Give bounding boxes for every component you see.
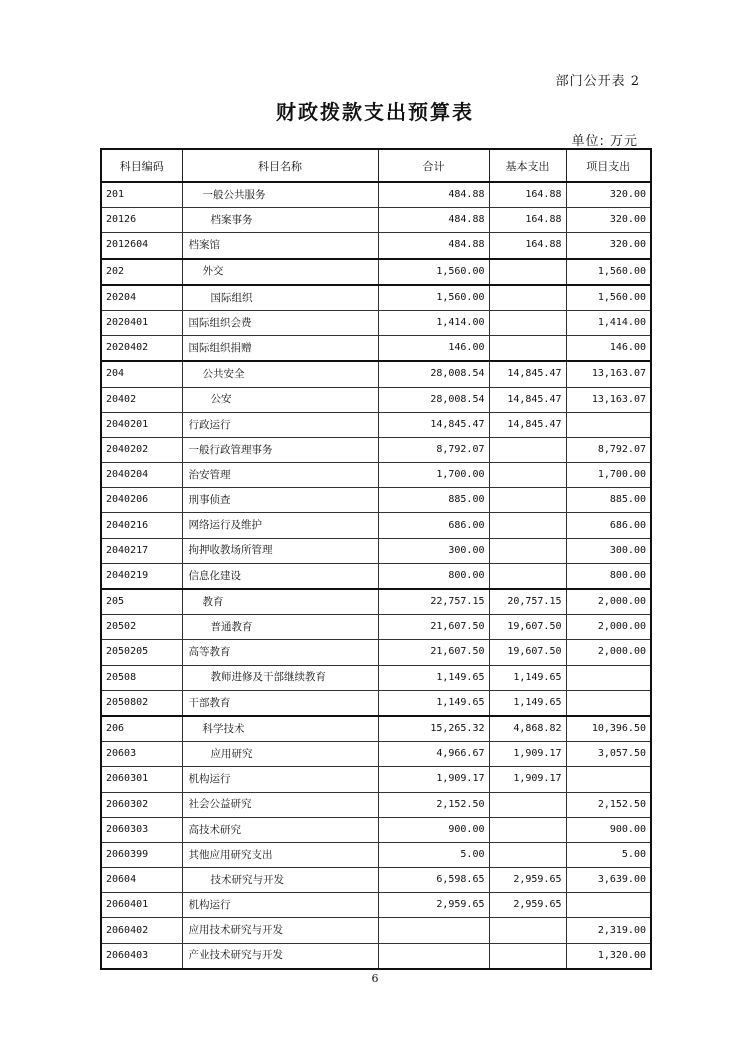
cell-project: 1,414.00 xyxy=(566,310,651,335)
cell-name: 行政运行 xyxy=(182,412,378,437)
cell-basic: 2,959.65 xyxy=(489,868,566,893)
cell-name: 拘押收教场所管理 xyxy=(182,538,378,563)
cell-name: 产业技术研究与开发 xyxy=(182,943,378,969)
document-label: 部门公开表 2 xyxy=(555,74,640,89)
cell-total: 8,792.07 xyxy=(378,437,489,462)
table-row xyxy=(101,842,651,867)
cell-total: 15,265.32 xyxy=(378,716,489,742)
cell-project: 686.00 xyxy=(566,513,651,538)
cell-total: 21,607.50 xyxy=(378,640,489,665)
cell-project: 1,560.00 xyxy=(566,259,651,285)
column-header-basic: 基本支出 xyxy=(489,149,566,182)
cell-total: 4,966.67 xyxy=(378,742,489,767)
cell-project: 2,000.00 xyxy=(566,640,651,665)
table-row xyxy=(101,208,651,233)
cell-basic: 2,959.65 xyxy=(489,893,566,918)
cell-total: 885.00 xyxy=(378,488,489,513)
cell-code: 2040216 xyxy=(101,513,182,538)
cell-code: 201 xyxy=(101,182,182,208)
table-row xyxy=(101,563,651,589)
cell-project: 2,000.00 xyxy=(566,615,651,640)
cell-project: 13,163.07 xyxy=(566,387,651,412)
cell-basic xyxy=(489,437,566,462)
cell-total: 1,149.65 xyxy=(378,690,489,716)
cell-code: 2060401 xyxy=(101,893,182,918)
cell-code: 2060402 xyxy=(101,918,182,943)
cell-basic: 1,149.65 xyxy=(489,690,566,716)
cell-basic xyxy=(489,463,566,488)
table-row xyxy=(101,716,651,742)
cell-code: 20126 xyxy=(101,208,182,233)
table-row xyxy=(101,893,651,918)
cell-total: 22,757.15 xyxy=(378,589,489,615)
cell-total: 21,607.50 xyxy=(378,615,489,640)
cell-name: 科学技术 xyxy=(182,716,378,742)
cell-name: 教师进修及干部继续教育 xyxy=(182,665,378,690)
cell-project: 320.00 xyxy=(566,208,651,233)
cell-name: 公共安全 xyxy=(182,361,378,387)
cell-total: 484.88 xyxy=(378,208,489,233)
cell-total: 484.88 xyxy=(378,182,489,208)
cell-total: 686.00 xyxy=(378,513,489,538)
cell-code: 2040201 xyxy=(101,412,182,437)
cell-basic xyxy=(489,336,566,362)
cell-total: 484.88 xyxy=(378,233,489,259)
cell-total: 5.00 xyxy=(378,842,489,867)
cell-basic xyxy=(489,842,566,867)
cell-code: 2020402 xyxy=(101,336,182,362)
cell-project: 900.00 xyxy=(566,817,651,842)
cell-name: 档案事务 xyxy=(182,208,378,233)
cell-basic xyxy=(489,538,566,563)
table-row xyxy=(101,259,651,285)
table-row xyxy=(101,513,651,538)
cell-project: 300.00 xyxy=(566,538,651,563)
cell-basic xyxy=(489,310,566,335)
cell-basic xyxy=(489,563,566,589)
cell-total: 6,598.65 xyxy=(378,868,489,893)
table-row xyxy=(101,792,651,817)
cell-project: 10,396.50 xyxy=(566,716,651,742)
cell-code: 204 xyxy=(101,361,182,387)
cell-project: 1,320.00 xyxy=(566,943,651,969)
table-row xyxy=(101,665,651,690)
cell-name: 高技术研究 xyxy=(182,817,378,842)
table-body xyxy=(101,182,651,969)
column-header-code: 科目编码 xyxy=(101,149,182,182)
cell-name: 教育 xyxy=(182,589,378,615)
table-row xyxy=(101,336,651,362)
cell-project xyxy=(566,893,651,918)
cell-total: 1,909.17 xyxy=(378,767,489,792)
cell-total: 300.00 xyxy=(378,538,489,563)
cell-project: 800.00 xyxy=(566,563,651,589)
cell-total: 28,008.54 xyxy=(378,387,489,412)
cell-basic: 14,845.47 xyxy=(489,412,566,437)
cell-total: 14,845.47 xyxy=(378,412,489,437)
cell-code: 2050205 xyxy=(101,640,182,665)
table-row xyxy=(101,817,651,842)
cell-total: 900.00 xyxy=(378,817,489,842)
cell-code: 205 xyxy=(101,589,182,615)
cell-name: 普通教育 xyxy=(182,615,378,640)
cell-project: 2,000.00 xyxy=(566,589,651,615)
cell-project: 320.00 xyxy=(566,233,651,259)
table-row xyxy=(101,233,651,259)
cell-project: 8,792.07 xyxy=(566,437,651,462)
table-row xyxy=(101,868,651,893)
cell-name: 国际组织会费 xyxy=(182,310,378,335)
cell-project: 3,639.00 xyxy=(566,868,651,893)
table-row xyxy=(101,285,651,311)
cell-name: 国际组织 xyxy=(182,285,378,311)
table-row xyxy=(101,589,651,615)
cell-total: 28,008.54 xyxy=(378,361,489,387)
cell-name: 应用研究 xyxy=(182,742,378,767)
cell-name: 其他应用研究支出 xyxy=(182,842,378,867)
unit-label: 单位: 万元 xyxy=(571,134,638,149)
table-row xyxy=(101,437,651,462)
cell-name: 干部教育 xyxy=(182,690,378,716)
table-row xyxy=(101,488,651,513)
cell-name: 一般公共服务 xyxy=(182,182,378,208)
cell-code: 20502 xyxy=(101,615,182,640)
cell-code: 2040219 xyxy=(101,563,182,589)
cell-name: 社会公益研究 xyxy=(182,792,378,817)
cell-total: 146.00 xyxy=(378,336,489,362)
cell-basic: 4,868.82 xyxy=(489,716,566,742)
cell-name: 应用技术研究与开发 xyxy=(182,918,378,943)
cell-project xyxy=(566,767,651,792)
cell-code: 2050802 xyxy=(101,690,182,716)
column-header-total: 合计 xyxy=(378,149,489,182)
table-row xyxy=(101,463,651,488)
cell-name: 信息化建设 xyxy=(182,563,378,589)
cell-name: 外交 xyxy=(182,259,378,285)
cell-code: 20204 xyxy=(101,285,182,311)
cell-name: 机构运行 xyxy=(182,893,378,918)
cell-code: 2040204 xyxy=(101,463,182,488)
cell-basic: 14,845.47 xyxy=(489,387,566,412)
table-header-row xyxy=(101,149,651,182)
cell-code: 20402 xyxy=(101,387,182,412)
cell-basic: 1,149.65 xyxy=(489,665,566,690)
cell-name: 档案馆 xyxy=(182,233,378,259)
cell-basic: 19,607.50 xyxy=(489,615,566,640)
cell-total: 1,560.00 xyxy=(378,259,489,285)
cell-project: 13,163.07 xyxy=(566,361,651,387)
cell-project: 885.00 xyxy=(566,488,651,513)
cell-project: 5.00 xyxy=(566,842,651,867)
column-header-name: 科目名称 xyxy=(182,149,378,182)
cell-project: 320.00 xyxy=(566,182,651,208)
budget-table xyxy=(100,148,652,970)
cell-code: 2060403 xyxy=(101,943,182,969)
cell-code: 2040206 xyxy=(101,488,182,513)
cell-basic: 164.88 xyxy=(489,233,566,259)
page-number: 6 xyxy=(371,972,379,985)
table-row xyxy=(101,387,651,412)
cell-total: 800.00 xyxy=(378,563,489,589)
cell-total: 2,152.50 xyxy=(378,792,489,817)
cell-basic: 1,909.17 xyxy=(489,742,566,767)
table-row xyxy=(101,943,651,969)
cell-name: 网络运行及维护 xyxy=(182,513,378,538)
cell-code: 2040217 xyxy=(101,538,182,563)
table-row xyxy=(101,361,651,387)
table-row xyxy=(101,412,651,437)
cell-project: 2,319.00 xyxy=(566,918,651,943)
cell-project xyxy=(566,412,651,437)
cell-project: 1,700.00 xyxy=(566,463,651,488)
table-row xyxy=(101,690,651,716)
cell-total: 1,414.00 xyxy=(378,310,489,335)
cell-project xyxy=(566,690,651,716)
cell-code: 2040202 xyxy=(101,437,182,462)
cell-project: 2,152.50 xyxy=(566,792,651,817)
table-row xyxy=(101,742,651,767)
cell-project: 146.00 xyxy=(566,336,651,362)
cell-total: 1,560.00 xyxy=(378,285,489,311)
table-row xyxy=(101,767,651,792)
cell-total: 2,959.65 xyxy=(378,893,489,918)
cell-name: 国际组织捐赠 xyxy=(182,336,378,362)
cell-basic: 20,757.15 xyxy=(489,589,566,615)
cell-code: 2060399 xyxy=(101,842,182,867)
cell-code: 2020401 xyxy=(101,310,182,335)
cell-code: 2060302 xyxy=(101,792,182,817)
cell-name: 高等教育 xyxy=(182,640,378,665)
cell-basic xyxy=(489,918,566,943)
cell-name: 技术研究与开发 xyxy=(182,868,378,893)
table-row xyxy=(101,310,651,335)
cell-basic: 19,607.50 xyxy=(489,640,566,665)
cell-total xyxy=(378,918,489,943)
cell-basic xyxy=(489,817,566,842)
cell-name: 机构运行 xyxy=(182,767,378,792)
table-row xyxy=(101,615,651,640)
cell-name: 刑事侦查 xyxy=(182,488,378,513)
cell-name: 治安管理 xyxy=(182,463,378,488)
table-row xyxy=(101,918,651,943)
table-row xyxy=(101,640,651,665)
cell-code: 206 xyxy=(101,716,182,742)
cell-basic xyxy=(489,943,566,969)
column-header-project: 项目支出 xyxy=(566,149,651,182)
cell-total: 1,700.00 xyxy=(378,463,489,488)
cell-basic xyxy=(489,488,566,513)
table-row xyxy=(101,182,651,208)
cell-basic xyxy=(489,285,566,311)
cell-basic xyxy=(489,513,566,538)
cell-code: 2060303 xyxy=(101,817,182,842)
cell-basic: 14,845.47 xyxy=(489,361,566,387)
cell-basic: 164.88 xyxy=(489,182,566,208)
cell-project xyxy=(566,665,651,690)
cell-project: 1,560.00 xyxy=(566,285,651,311)
cell-code: 2012604 xyxy=(101,233,182,259)
cell-code: 2060301 xyxy=(101,767,182,792)
cell-basic: 1,909.17 xyxy=(489,767,566,792)
cell-name: 公安 xyxy=(182,387,378,412)
cell-name: 一般行政管理事务 xyxy=(182,437,378,462)
cell-total xyxy=(378,943,489,969)
cell-basic: 164.88 xyxy=(489,208,566,233)
cell-total: 1,149.65 xyxy=(378,665,489,690)
cell-code: 20603 xyxy=(101,742,182,767)
cell-code: 20508 xyxy=(101,665,182,690)
cell-code: 20604 xyxy=(101,868,182,893)
cell-project: 3,057.50 xyxy=(566,742,651,767)
table-row xyxy=(101,538,651,563)
cell-code: 202 xyxy=(101,259,182,285)
cell-basic xyxy=(489,259,566,285)
cell-basic xyxy=(489,792,566,817)
page-title: 财政拨款支出预算表 xyxy=(276,100,474,124)
